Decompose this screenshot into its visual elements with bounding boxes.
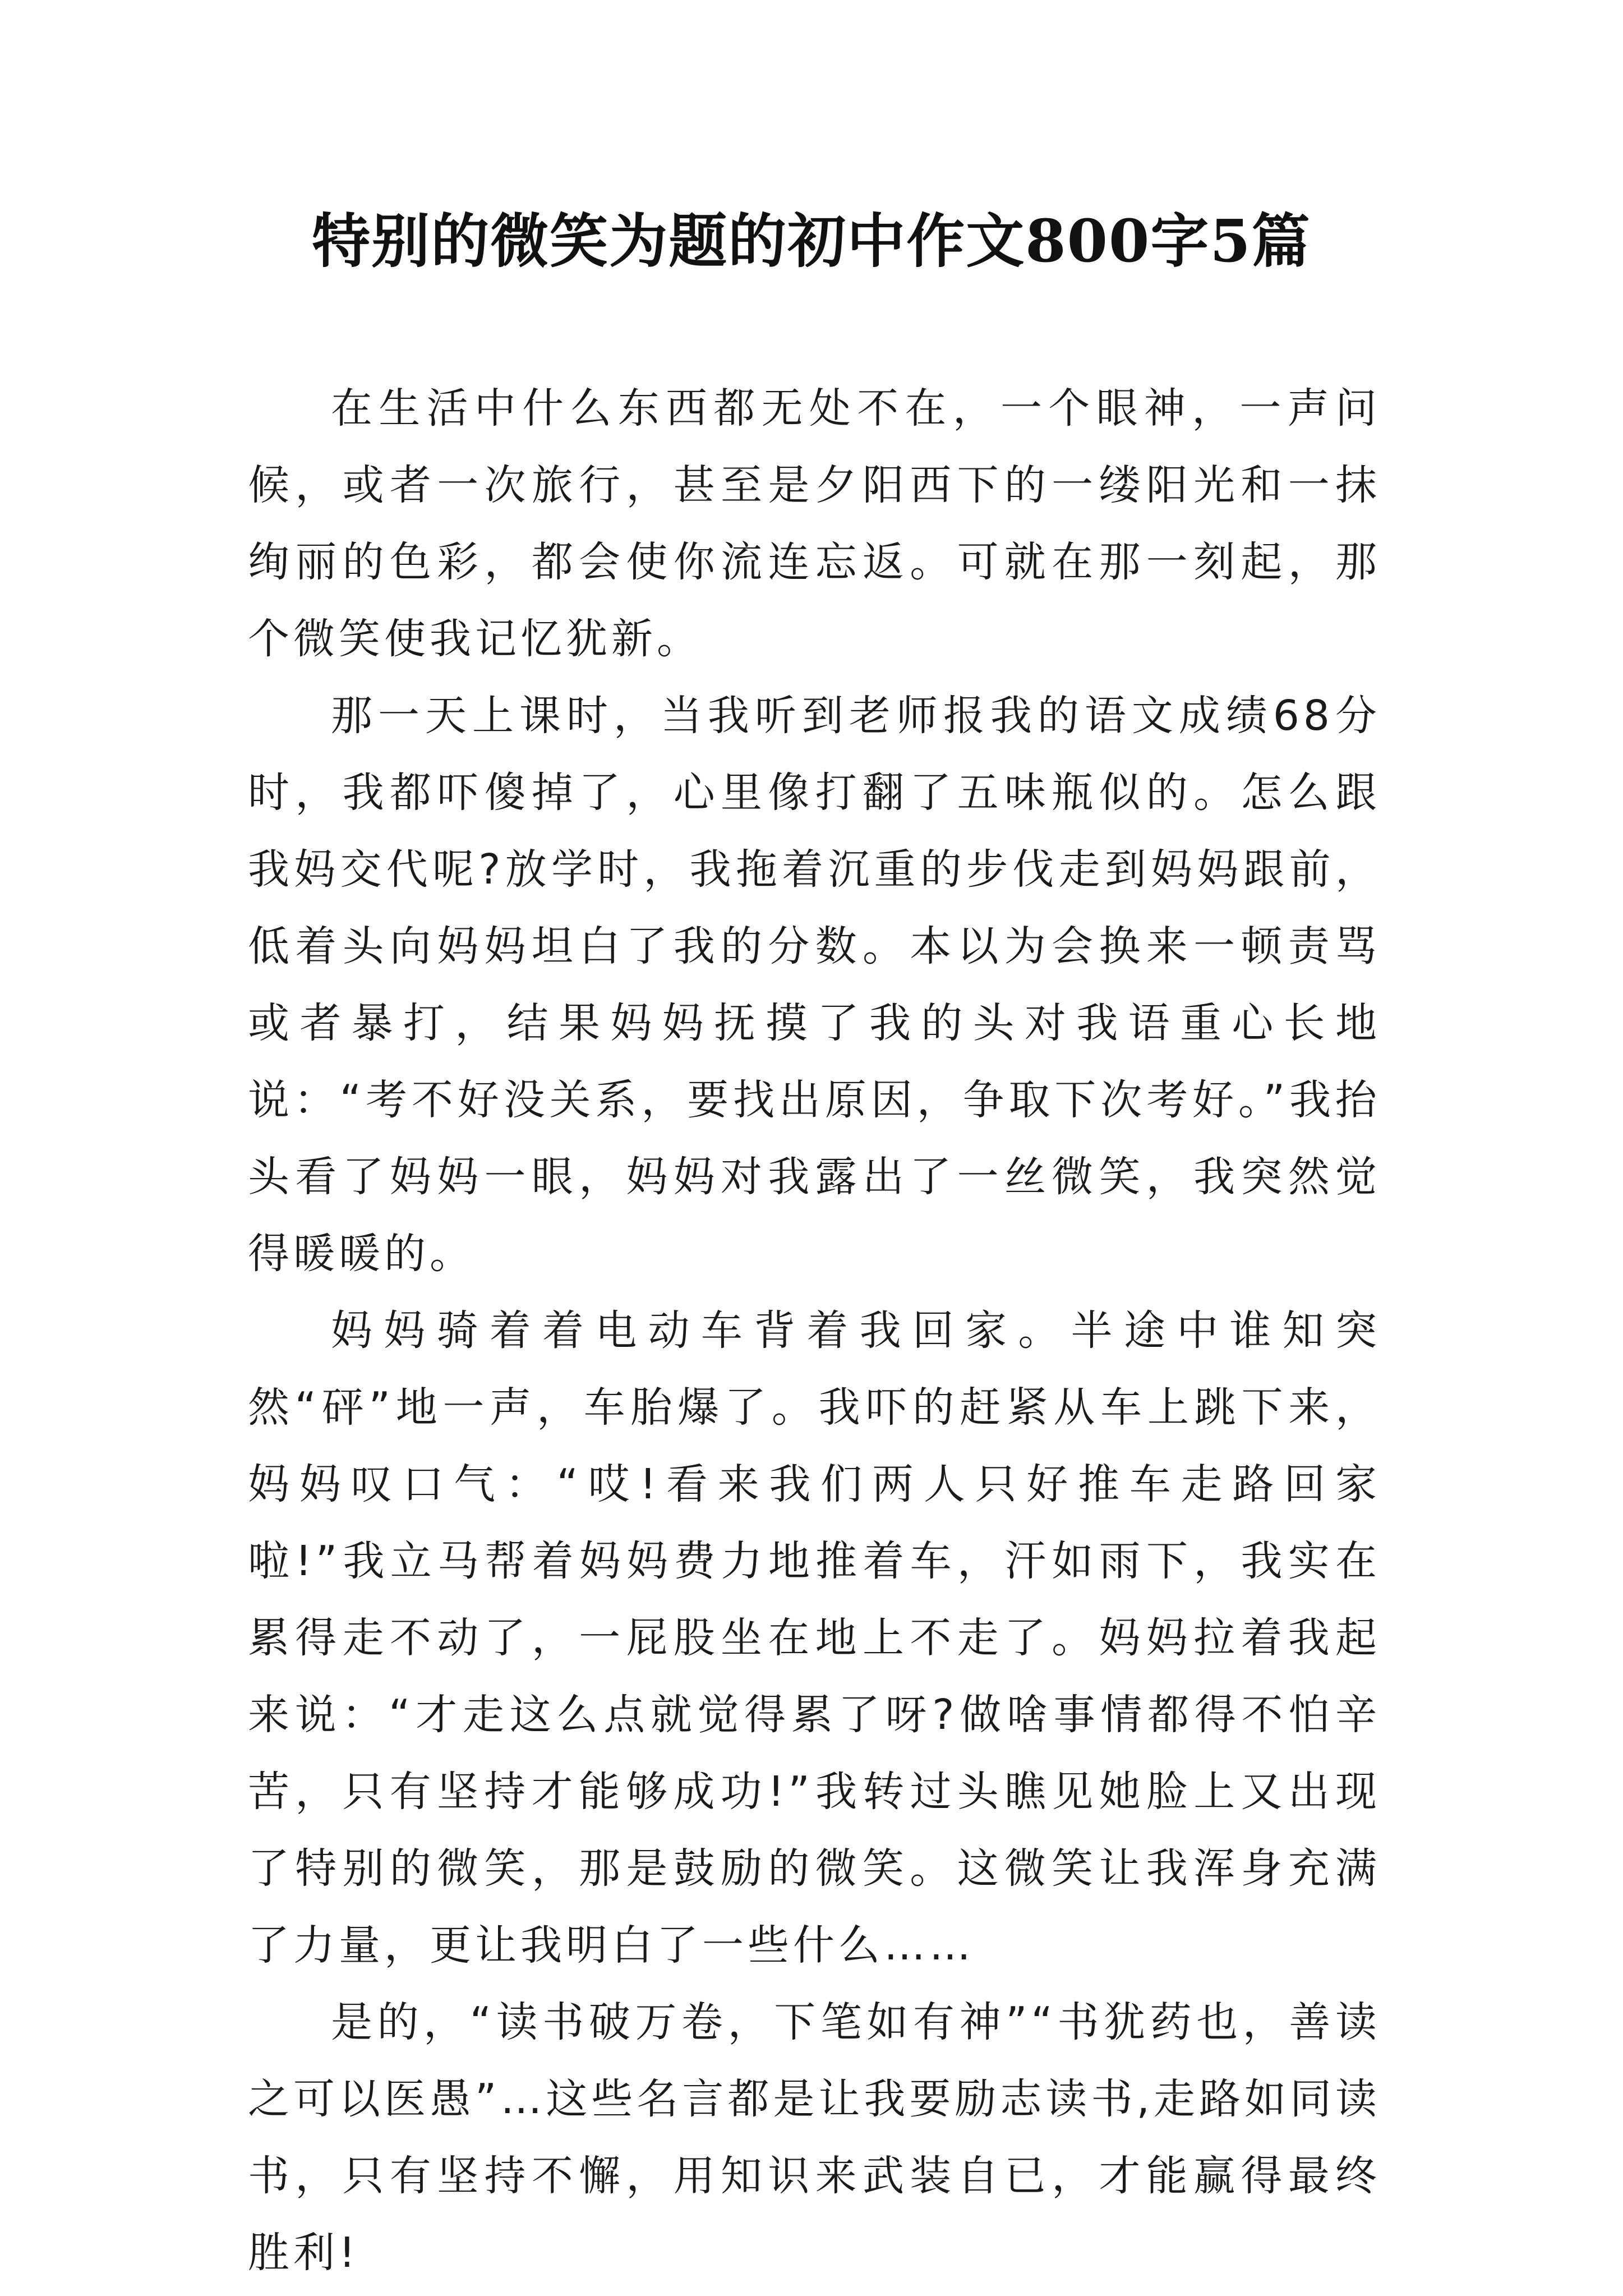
paragraph-3: 妈妈骑着着电动车背着我回家。半途中谁知突然“砰”地一声，车胎爆了。我吓的赶紧从车上跳下来，妈妈叹口气：“哎!看来我们两人只好推车走路回家啦!”我立马帮着妈妈费力地推着车，汗如雨下，我实在累得走不动了，一屁股坐在地上不走了。妈妈拉着我起来说：“才走这么点就觉得累了呀?做啥事情都得不怕辛苦，只有坚持才能够成功!”我转过头瞧见她脸上又出现了特别的微笑，那是鼓励的微笑。这微笑让我浑身充满了力量，更让我明白了一些什么……: [248, 1306, 1381, 1970]
paragraph-4: 是的，“读书破万卷，下笔如有神”“书犹药也，善读之可以医愚”…这些名言都是让我要励志读书,走路如同读书，只有坚持不懈，用知识来武装自已，才能赢得最终胜利!: [248, 1998, 1381, 2277]
paragraph-2: 那一天上课时，当我听到老师报我的语文成绩68分时，我都吓傻掉了，心里像打翻了五味瓶似的。怎么跟我妈交代呢?放学时，我拖着沉重的步伐走到妈妈跟前，低着头向妈妈坦白了我的分数。本以为会换来一顿责骂或者暴打，结果妈妈抚摸了我的头对我语重心长地说：“考不好没关系，要找出原因，争取下次考好。”我抬头看了妈妈一眼，妈妈对我露出了一丝微笑，我突然觉得暖暖的。: [248, 692, 1381, 1278]
paragraph-1: 在生活中什么东西都无处不在，一个眼神，一声问候，或者一次旅行，甚至是夕阳西下的一缕阳光和一抹绚丽的色彩，都会使你流连忘返。可就在那一刻起，那个微笑使我记忆犹新。: [248, 384, 1381, 663]
document-title: 特别的微笑为题的初中作文800字5篇: [312, 206, 1311, 275]
document-body: [248, 370, 1381, 2292]
